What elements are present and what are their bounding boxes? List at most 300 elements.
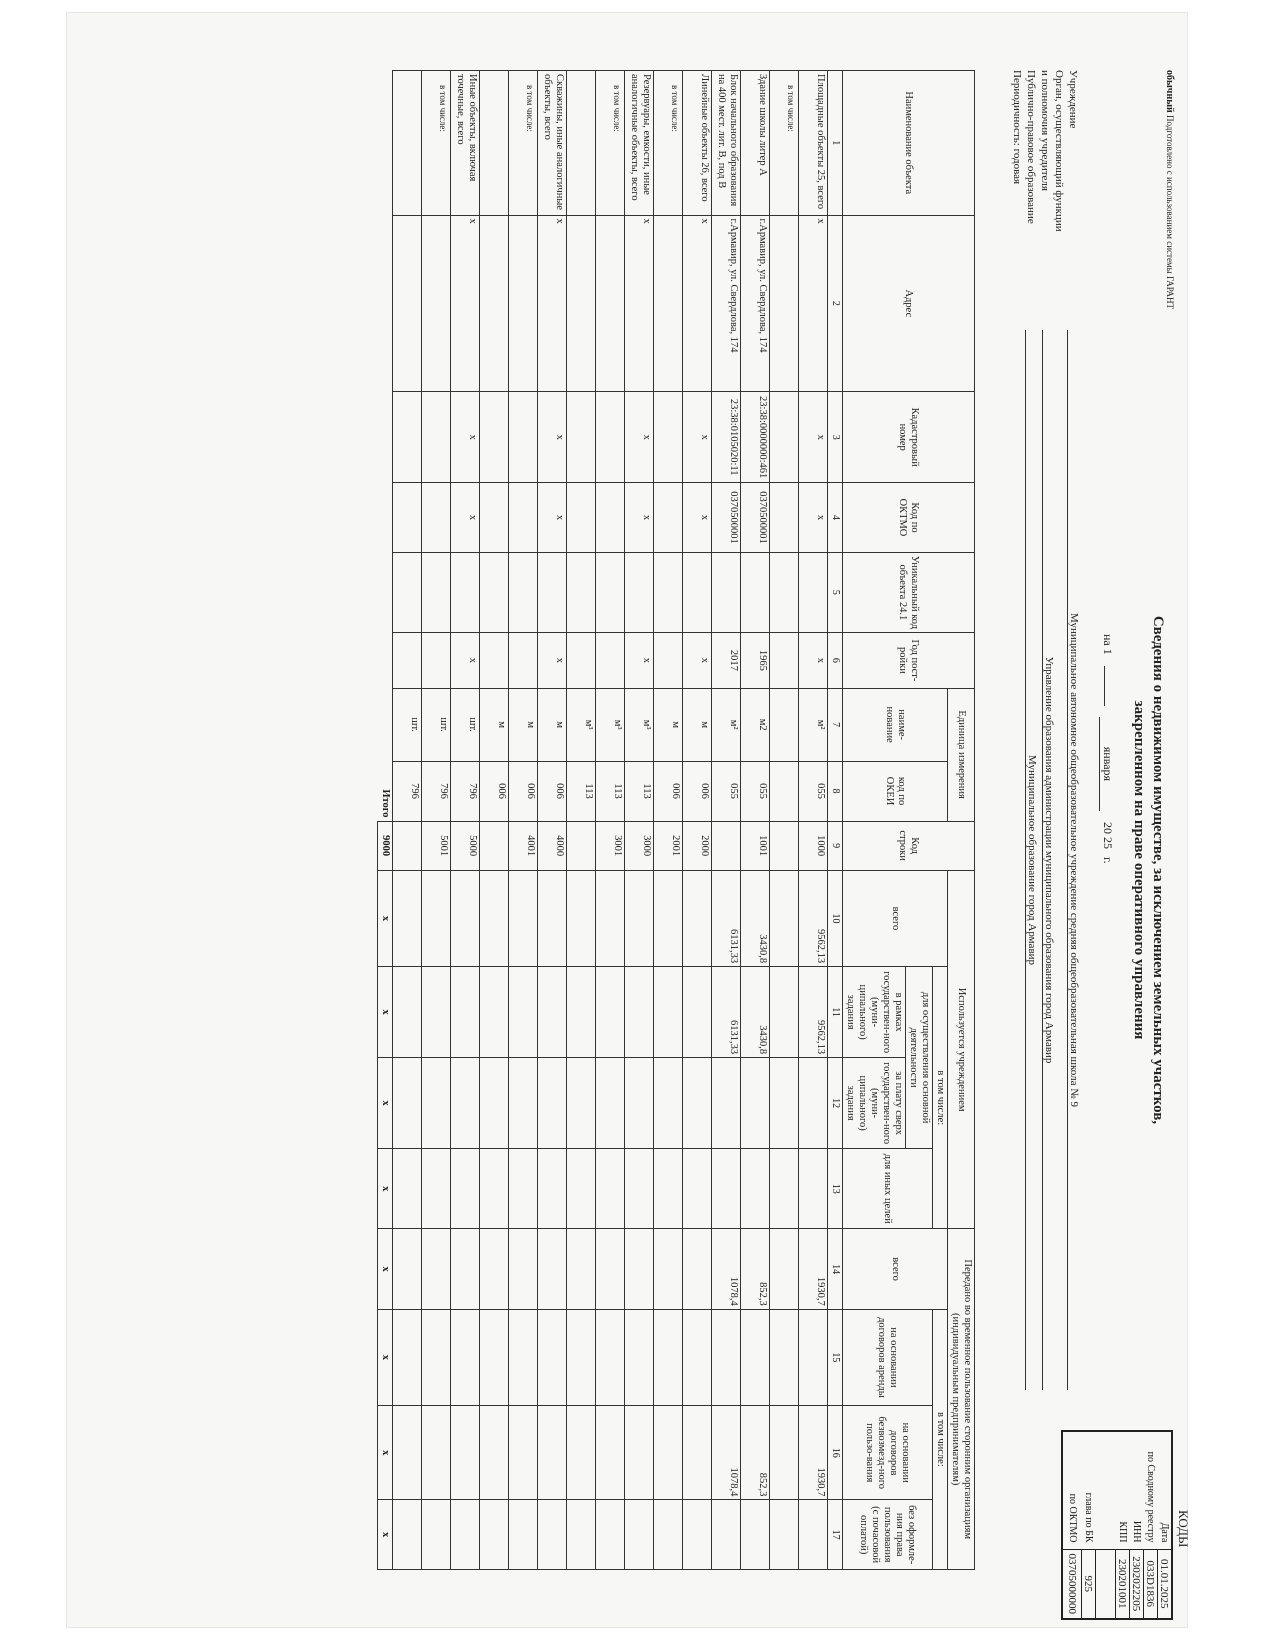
cell-other xyxy=(741,1149,770,1229)
cell-lease xyxy=(393,1309,422,1405)
cell-cadastral: 23:38:0105020:11 xyxy=(712,392,741,483)
th-used: Используется учреждением xyxy=(948,870,975,1229)
cell-uid xyxy=(451,552,480,632)
cell-uid xyxy=(393,552,422,632)
cell-tr_total: 852,3 xyxy=(741,1229,770,1309)
cell-oktmo xyxy=(480,483,509,553)
cell-uid xyxy=(712,552,741,632)
cell-year xyxy=(422,633,451,689)
th-address: Адрес xyxy=(843,215,975,392)
cell-free xyxy=(509,1406,538,1500)
cell-other xyxy=(567,1149,596,1229)
th-above-task: за плату сверх государствен-ного (муни-ципального) задания xyxy=(843,1058,906,1149)
cell-address: x xyxy=(799,215,828,392)
cell-name xyxy=(567,71,596,216)
cell-task xyxy=(480,967,509,1058)
table-row xyxy=(422,71,451,1570)
cell-task xyxy=(509,967,538,1058)
cell-cadastral xyxy=(654,392,683,483)
table-row xyxy=(683,71,712,1570)
cell-other xyxy=(480,1149,509,1229)
cell-total xyxy=(625,870,654,966)
cell-uid xyxy=(509,552,538,632)
cell-unit: шт. xyxy=(422,688,451,761)
cell-above xyxy=(451,1058,480,1149)
table-row xyxy=(625,71,654,1570)
cell-unit: м2 xyxy=(741,688,770,761)
cell-unit: м³ xyxy=(567,688,596,761)
cell-oktmo: x xyxy=(625,483,654,553)
cell-lease xyxy=(567,1309,596,1405)
cell-above xyxy=(741,1058,770,1149)
cell-noright xyxy=(422,1500,451,1570)
cell-okei: 113 xyxy=(625,761,654,821)
cell-above xyxy=(422,1058,451,1149)
cell-tr_total xyxy=(770,1229,799,1309)
table-row xyxy=(480,71,509,1570)
cell-total: 6131,33 xyxy=(712,870,741,966)
cell-other xyxy=(625,1149,654,1229)
cell-code: 5000 xyxy=(451,821,480,870)
cell-lease xyxy=(422,1309,451,1405)
property-table xyxy=(377,70,975,1570)
cell-total xyxy=(654,870,683,966)
cell-okei: 006 xyxy=(654,761,683,821)
cell-other xyxy=(654,1149,683,1229)
th-cadastral: Кадастровый номер xyxy=(843,392,975,483)
cell-okei: 055 xyxy=(799,761,828,821)
cell-task xyxy=(538,967,567,1058)
cell-other xyxy=(596,1149,625,1229)
cell-cadastral xyxy=(770,392,799,483)
column-numbers: 1 2 3 4 5 6 7 8 9 10 11 12 13 14 15 16 17 xyxy=(828,71,843,1570)
cell-uid xyxy=(480,552,509,632)
cell-total xyxy=(451,870,480,966)
th-used-total: всего xyxy=(843,870,948,966)
cell-task xyxy=(770,967,799,1058)
cell-unit: м³ xyxy=(625,688,654,761)
cell-oktmo: x xyxy=(538,483,567,553)
table-row xyxy=(567,71,596,1570)
cell-other xyxy=(683,1149,712,1229)
cell-year: x xyxy=(799,633,828,689)
cell-code: 4000 xyxy=(538,821,567,870)
cell-address xyxy=(567,215,596,392)
cell-address xyxy=(422,215,451,392)
cell-name xyxy=(480,71,509,216)
cell-noright xyxy=(654,1500,683,1570)
th-other-purposes: для иных целей xyxy=(843,1149,933,1229)
cell-free xyxy=(770,1406,799,1500)
cell-free xyxy=(422,1406,451,1500)
cell-year: x xyxy=(625,633,654,689)
cell-year xyxy=(654,633,683,689)
cell-lease xyxy=(451,1309,480,1405)
cell-unit: м xyxy=(538,688,567,761)
cell-cadastral: x xyxy=(538,392,567,483)
cell-year xyxy=(770,633,799,689)
cell-other xyxy=(770,1149,799,1229)
cell-name: Блок начального образования на 400 мест. лит. В, под В xyxy=(712,71,741,216)
cell-tr_total xyxy=(538,1229,567,1309)
table-row xyxy=(509,71,538,1570)
cell-above xyxy=(625,1058,654,1149)
cell-above xyxy=(654,1058,683,1149)
cell-oktmo xyxy=(567,483,596,553)
cell-cadastral xyxy=(567,392,596,483)
cell-year: x xyxy=(538,633,567,689)
cell-oktmo xyxy=(509,483,538,553)
cell-unit: шт. xyxy=(393,688,422,761)
cell-cadastral xyxy=(509,392,538,483)
cell-free: 1078,4 xyxy=(712,1406,741,1500)
table-row xyxy=(799,71,828,1570)
cell-uid xyxy=(422,552,451,632)
cell-noright xyxy=(451,1500,480,1570)
total-label: Итого xyxy=(380,789,391,818)
cell-free xyxy=(625,1406,654,1500)
cell-total xyxy=(393,870,422,966)
rotated-form xyxy=(175,70,1191,1620)
cell-above xyxy=(770,1058,799,1149)
th-unit-name: наиме-нование xyxy=(843,688,948,761)
cell-task xyxy=(393,967,422,1058)
cell-code: 2000 xyxy=(683,821,712,870)
cell-task: 9562,13 xyxy=(799,967,828,1058)
th-lease: на основании договоров аренды xyxy=(843,1309,933,1405)
cell-year: 2017 xyxy=(712,633,741,689)
cell-total: 3430,8 xyxy=(741,870,770,966)
label-founder-1: Орган, осуществляющий функции xyxy=(1053,70,1065,232)
cell-address xyxy=(509,215,538,392)
cell-above xyxy=(509,1058,538,1149)
cell-okei xyxy=(770,761,799,821)
cell-code: 1001 xyxy=(741,821,770,870)
page-title: Сведения о недвижимом имуществе, за исключением земельных участков, закрепленном на праве оперативного управления xyxy=(1131,615,1166,1125)
cell-task: 3430,8 xyxy=(741,967,770,1058)
cell-address: г.Армавир, ул. Свердлова, 174 xyxy=(741,215,770,392)
label-founder-2: и полномочия учредителя xyxy=(1039,70,1051,191)
cell-tr_total xyxy=(596,1229,625,1309)
th-unique-code: Уникальный код объекта 24.1 xyxy=(843,552,975,632)
cell-address xyxy=(393,215,422,392)
cell-above xyxy=(596,1058,625,1149)
label-municipality: Публично-правовое образование xyxy=(1025,70,1037,224)
cell-uid xyxy=(567,552,596,632)
cell-year: x xyxy=(451,633,480,689)
cell-lease xyxy=(741,1309,770,1405)
cell-free xyxy=(480,1406,509,1500)
cell-oktmo xyxy=(393,483,422,553)
codes-box: Дата 01.01.2025 по Сводному реестру 033D1836 ИНН 2302022205 КПП 230201001 глава по БК 925 по ОКТМО 03705000000 xyxy=(1062,1430,1174,1620)
cell-oktmo: x xyxy=(799,483,828,553)
cell-okei: 796 xyxy=(393,761,422,821)
cell-code xyxy=(480,821,509,870)
cell-name: в том числе: xyxy=(770,71,799,216)
cell-okei: 796 xyxy=(451,761,480,821)
cell-task xyxy=(422,967,451,1058)
table-row xyxy=(451,71,480,1570)
cell-total xyxy=(683,870,712,966)
cell-cadastral: 23:38:0000000:461 xyxy=(741,392,770,483)
cell-name: в том числе: xyxy=(509,71,538,216)
cell-okei: 055 xyxy=(741,761,770,821)
th-main-activity: для осуществления основной деятельности xyxy=(906,967,933,1149)
cell-tr_total xyxy=(422,1229,451,1309)
table-row xyxy=(654,71,683,1570)
cell-task xyxy=(451,967,480,1058)
cell-lease xyxy=(799,1309,828,1405)
cell-code xyxy=(770,821,799,870)
cell-above xyxy=(538,1058,567,1149)
cell-okei: 006 xyxy=(509,761,538,821)
cell-other xyxy=(393,1149,422,1229)
cell-okei: 055 xyxy=(712,761,741,821)
cell-above xyxy=(567,1058,596,1149)
cell-unit: м² xyxy=(712,688,741,761)
cell-uid xyxy=(538,552,567,632)
cell-code xyxy=(712,821,741,870)
cell-cadastral: x xyxy=(451,392,480,483)
th-row-code: Код строки xyxy=(843,821,975,870)
cell-uid xyxy=(799,552,828,632)
cell-noright xyxy=(799,1500,828,1570)
cell-lease xyxy=(683,1309,712,1405)
total-cell: x xyxy=(378,1406,393,1500)
cell-noright xyxy=(596,1500,625,1570)
th-year-built: Год пост-ройки xyxy=(843,633,975,689)
municipality-name: Муниципальное образование город Армавир xyxy=(1025,330,1038,1390)
label-institution: Учреждение xyxy=(1067,70,1079,129)
cell-year xyxy=(567,633,596,689)
cell-total xyxy=(509,870,538,966)
cell-free xyxy=(596,1406,625,1500)
doc-source-note: обычный Подготовлено с использованием системы ГАРАНТ xyxy=(1164,70,1175,310)
cell-code xyxy=(393,821,422,870)
cell-cadastral xyxy=(596,392,625,483)
cell-okei: 006 xyxy=(538,761,567,821)
th-tr-incl: в том числе: xyxy=(933,1309,948,1569)
cell-free: 1930,7 xyxy=(799,1406,828,1500)
th-used-incl: в том числе: xyxy=(933,967,948,1229)
cell-code: 4001 xyxy=(509,821,538,870)
total-cell: x xyxy=(378,870,393,966)
cell-lease xyxy=(712,1309,741,1405)
cell-total xyxy=(480,870,509,966)
cell-address: x xyxy=(538,215,567,392)
cell-total xyxy=(538,870,567,966)
th-okei: код по ОКЕИ xyxy=(843,761,948,821)
cell-tr_total xyxy=(625,1229,654,1309)
cell-tr_total xyxy=(654,1229,683,1309)
cell-other xyxy=(538,1149,567,1229)
cell-other xyxy=(422,1149,451,1229)
cell-address: x xyxy=(451,215,480,392)
cell-free xyxy=(538,1406,567,1500)
cell-year xyxy=(393,633,422,689)
cell-name: Иные объекты, включая точечные, всего xyxy=(451,71,480,216)
cell-lease xyxy=(625,1309,654,1405)
cell-task xyxy=(567,967,596,1058)
cell-oktmo xyxy=(770,483,799,553)
cell-okei: 113 xyxy=(596,761,625,821)
cell-free xyxy=(683,1406,712,1500)
cell-above xyxy=(712,1058,741,1149)
cell-address xyxy=(770,215,799,392)
cell-noright xyxy=(741,1500,770,1570)
cell-address: г.Армавир, ул. Свердлова, 174 xyxy=(712,215,741,392)
cell-cadastral: x xyxy=(799,392,828,483)
cell-uid xyxy=(770,552,799,632)
cell-lease xyxy=(480,1309,509,1405)
cell-name: в том числе: xyxy=(596,71,625,216)
cell-uid xyxy=(654,552,683,632)
cell-okei: 796 xyxy=(422,761,451,821)
th-unit: Единица измерения xyxy=(948,688,975,821)
th-transferred: Передано во временное пользование сторонним организациям (индивидуальным предпринимателям) xyxy=(948,1229,975,1570)
cell-cadastral xyxy=(422,392,451,483)
cell-noright xyxy=(625,1500,654,1570)
cell-okei: 006 xyxy=(683,761,712,821)
cell-noright xyxy=(538,1500,567,1570)
cell-noright xyxy=(683,1500,712,1570)
cell-tr_total xyxy=(683,1229,712,1309)
founder-name: Управление образования администрации муниципального образования город Армавир xyxy=(1042,330,1055,1390)
cell-oktmo: 0370500001 xyxy=(712,483,741,553)
cell-lease xyxy=(770,1309,799,1405)
cell-noright xyxy=(509,1500,538,1570)
cell-name xyxy=(393,71,422,216)
cell-uid xyxy=(625,552,654,632)
cell-above xyxy=(799,1058,828,1149)
cell-total xyxy=(770,870,799,966)
cell-code: 2001 xyxy=(654,821,683,870)
cell-year xyxy=(596,633,625,689)
cell-unit: м xyxy=(683,688,712,761)
cell-tr_total: 1078,4 xyxy=(712,1229,741,1309)
cell-lease xyxy=(596,1309,625,1405)
cell-tr_total xyxy=(393,1229,422,1309)
cell-noright xyxy=(770,1500,799,1570)
cell-oktmo xyxy=(596,483,625,553)
cell-other xyxy=(509,1149,538,1229)
cell-unit: м³ xyxy=(596,688,625,761)
cell-above xyxy=(393,1058,422,1149)
total-cell: x xyxy=(378,1149,393,1229)
cell-lease xyxy=(538,1309,567,1405)
cell-free xyxy=(451,1406,480,1500)
cell-cadastral xyxy=(480,392,509,483)
cell-tr_total xyxy=(509,1229,538,1309)
cell-name: Резервуары, емкости, иные аналогичные объекты, всего xyxy=(625,71,654,216)
table-row xyxy=(770,71,799,1570)
table-row xyxy=(393,71,422,1570)
cell-tr_total xyxy=(480,1229,509,1309)
cell-unit: шт. xyxy=(451,688,480,761)
cell-oktmo: x xyxy=(451,483,480,553)
cell-total: 9562,13 xyxy=(799,870,828,966)
table-row xyxy=(538,71,567,1570)
cell-lease xyxy=(654,1309,683,1405)
table-body xyxy=(378,71,828,1570)
cell-year xyxy=(480,633,509,689)
cell-noright xyxy=(393,1500,422,1570)
cell-task xyxy=(596,967,625,1058)
cell-code: 3000 xyxy=(625,821,654,870)
cell-tr_total xyxy=(567,1229,596,1309)
total-code: 9000 xyxy=(378,821,393,870)
cell-task: 6131,33 xyxy=(712,967,741,1058)
cell-address xyxy=(654,215,683,392)
cell-year xyxy=(509,633,538,689)
total-cell: x xyxy=(378,1309,393,1405)
cell-oktmo: x xyxy=(683,483,712,553)
cell-oktmo xyxy=(654,483,683,553)
cell-free xyxy=(567,1406,596,1500)
cell-free xyxy=(654,1406,683,1500)
report-date: на 1 января 20 25г. xyxy=(1101,634,1115,864)
cell-lease xyxy=(509,1309,538,1405)
total-cell: x xyxy=(378,1058,393,1149)
cell-tr_total xyxy=(451,1229,480,1309)
cell-total xyxy=(596,870,625,966)
cell-above xyxy=(480,1058,509,1149)
th-free-use: на основании договоров безвозмезд-ного пользо-вания xyxy=(843,1406,933,1500)
cell-name: Здание школы литер А xyxy=(741,71,770,216)
cell-address xyxy=(596,215,625,392)
cell-code: 3001 xyxy=(596,821,625,870)
cell-address: x xyxy=(625,215,654,392)
total-cell: x xyxy=(378,1229,393,1309)
cell-name: Площадные объекты 25, всего xyxy=(799,71,828,216)
cell-name: Линейные объекты 26, всего xyxy=(683,71,712,216)
th-name: Наименование объекта xyxy=(843,71,975,216)
cell-uid xyxy=(596,552,625,632)
cell-okei: 113 xyxy=(567,761,596,821)
cell-code: 5001 xyxy=(422,821,451,870)
cell-task xyxy=(654,967,683,1058)
cell-unit xyxy=(770,688,799,761)
cell-task xyxy=(683,967,712,1058)
cell-year: x xyxy=(683,633,712,689)
cell-oktmo xyxy=(422,483,451,553)
cell-name: в том числе: xyxy=(654,71,683,216)
total-cell: x xyxy=(378,967,393,1058)
table-row xyxy=(741,71,770,1570)
cell-code xyxy=(567,821,596,870)
cell-name: в том числе: xyxy=(422,71,451,216)
table-row xyxy=(712,71,741,1570)
cell-code: 1000 xyxy=(799,821,828,870)
cell-cadastral: x xyxy=(683,392,712,483)
cell-other xyxy=(712,1149,741,1229)
table-row xyxy=(596,71,625,1570)
total-row xyxy=(378,71,393,1570)
cell-oktmo: 0370500001 xyxy=(741,483,770,553)
cell-address: x xyxy=(683,215,712,392)
cell-other xyxy=(799,1149,828,1229)
cell-other xyxy=(451,1149,480,1229)
cell-unit: м² xyxy=(799,688,828,761)
cell-tr_total: 1930,7 xyxy=(799,1229,828,1309)
cell-noright xyxy=(480,1500,509,1570)
cell-cadastral: x xyxy=(625,392,654,483)
cell-above xyxy=(683,1058,712,1149)
cell-uid xyxy=(683,552,712,632)
institution-name: Муниципальное автономное общеобразовательное учреждение средняя общеобразовательная школа № 9 xyxy=(1067,330,1080,1390)
cell-unit: м xyxy=(480,688,509,761)
cell-okei: 006 xyxy=(480,761,509,821)
